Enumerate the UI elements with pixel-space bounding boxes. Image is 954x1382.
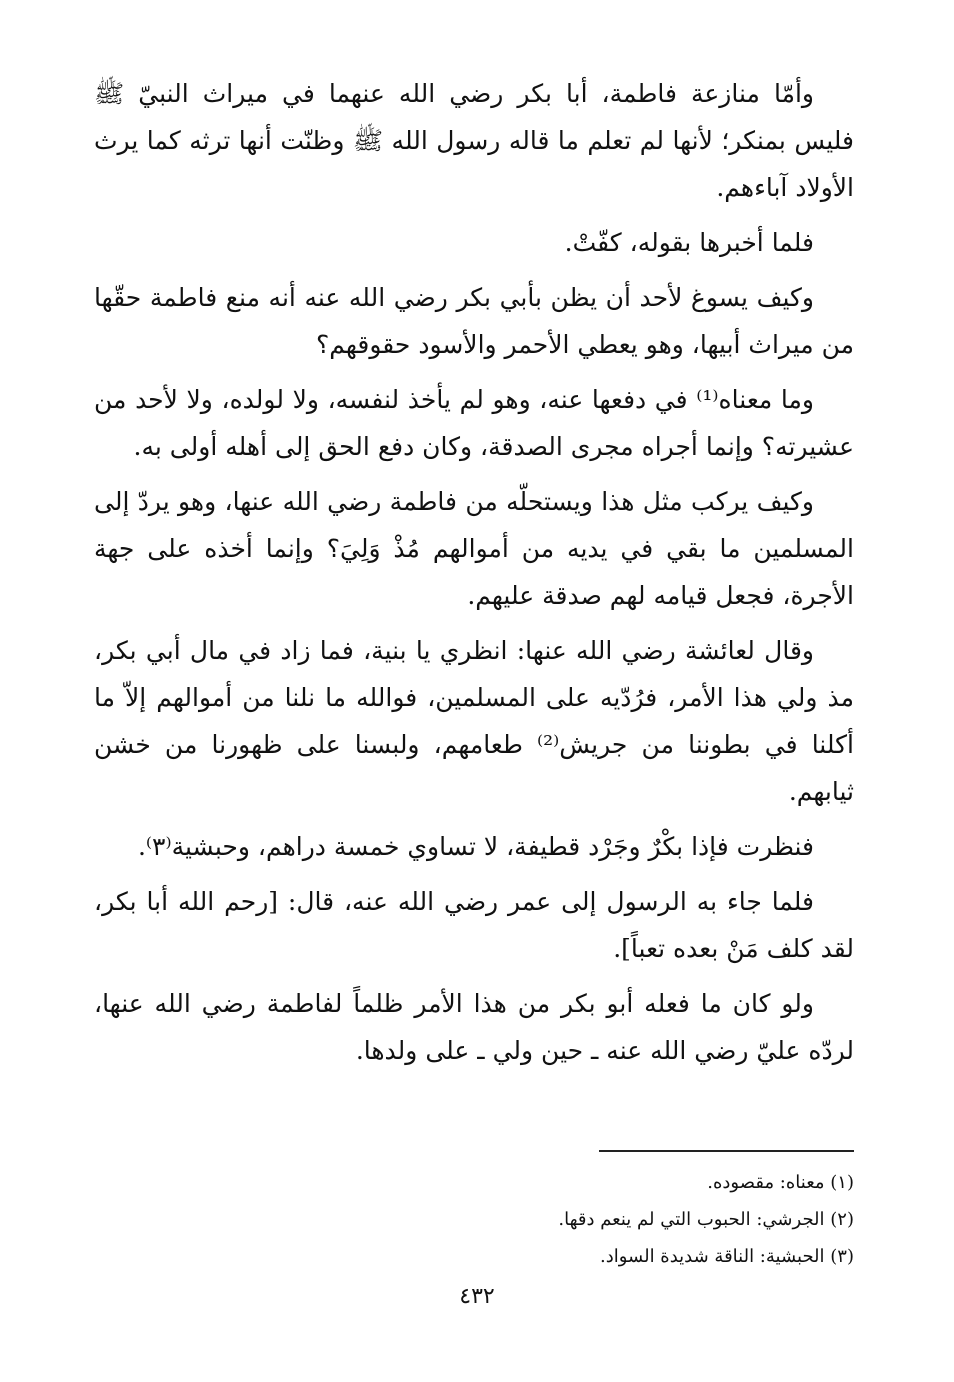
paragraph-3: وكيف يسوغ لأحد أن يظن بأبي بكر رضي الله عنه أنه منع فاطمة حقّها من ميراث أبيها، وهو يعطي الأحمر والأسود حقوقهم؟	[94, 283, 854, 359]
paragraph-8: فلما جاء به الرسول إلى عمر رضي الله عنه، قال: [رحم الله أبا بكر، لقد كلف مَنْ بعده تعباً].	[94, 887, 854, 963]
paragraph-5: وكيف يركب مثل هذا ويستحلّه من فاطمة رضي الله عنها، وهو يردّ إلى المسلمين ما بقي في يديه من أموالهم مُذْ وَلِيَ؟ وإنما أخذه على جهة الأجرة، فجعل قيامه لهم صدقة عليهم.	[94, 487, 854, 610]
paragraph-6: وقال لعائشة رضي الله عنها: انظري يا بنية، فما زاد في مال أبي بكر، مذ ولي هذا الأمر، فرُدّيه على المسلمين، فوالله ما نلنا من أموالهم إلاّ ما أكلنا في بطوننا من جريش⁽²⁾ طعامهم، ولبسنا على ظهورنا من خشن ثيابهم.	[94, 636, 854, 806]
paragraph-7: فنظرت فإذا بكْرٌ وجَرْد قطيفة، لا تساوي خمسة دراهم، وحبشية⁽٣⁾.	[137, 832, 814, 861]
page-body	[94, 70, 854, 1082]
footnote-1: (١) معناه: مقصوده.	[707, 1172, 854, 1193]
footnote-divider	[599, 1150, 854, 1152]
footnote-2: (٢) الجرشي: الحبوب التي لم ينعم دقها.	[558, 1209, 854, 1230]
paragraph-9: ولو كان ما فعله أبو بكر من هذا الأمر ظلماً لفاطمة رضي الله عنها، لردّه عليّ رضي الله عنه ـ حين ولي ـ على ولدها.	[94, 989, 854, 1065]
paragraph-1: وأمّا منازعة فاطمة، أبا بكر رضي الله عنهما في ميراث النبيّ ﷺ فليس بمنكر؛ لأنها لم تعلم ما قاله رسول الله ﷺ وظنّت أنها ترثه كما يرث الأولاد آباءهم.	[94, 79, 854, 202]
page-number: ٤٣٢	[459, 1284, 495, 1309]
footnotes-section	[94, 1150, 854, 1275]
paragraph-2: فلما أخبرها بقوله، كفّتْ.	[564, 228, 814, 257]
footnote-3: (٣) الحبشية: الناقة شديدة السواد.	[599, 1246, 854, 1267]
paragraph-4: وما معناه⁽¹⁾ في دفعها عنه، وهو لم يأخذ لنفسه، ولا لولده، ولا لأحد من عشيرته؟ وإنما أجراه مجرى الصدقة، وكان دفع الحق إلى أهله أولى به.	[94, 385, 854, 461]
